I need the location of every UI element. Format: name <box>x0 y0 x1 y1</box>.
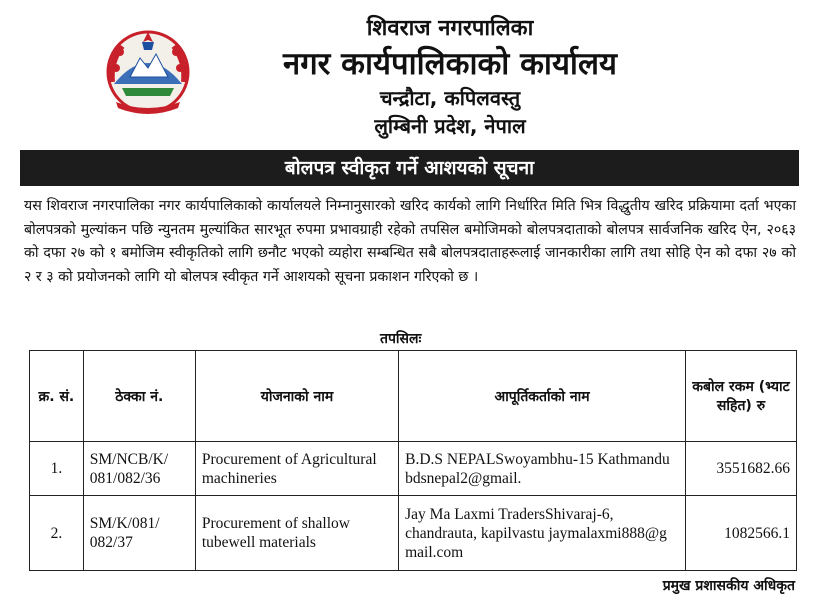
cell-sn: 1. <box>30 442 84 496</box>
notice-title-banner: बोलपत्र स्वीकृत गर्ने आशयको सूचना <box>20 150 799 186</box>
col-amount: कबोल रकम (भ्याट सहित) रु <box>686 351 797 442</box>
notice-body: यस शिवराज नगरपालिका नगर कार्यपालिकाको कार्यालयले निम्नानुसारको खरिद कार्यको लागि निर्धारित मिति भित्र विद्धुतीय खरिद प्रक्रियामा दर्ता भएका बोलपत्रको मुल्यांकन पछि न्युनतम मुल्यांकित सारभूत रुपमा प्रभावग्राही रहेको तपसिल बमोजिमको बोलपत्रदाताको बोलपत्र सार्वजनिक खरिद ऐन, २०६३ को दफा २७ को १ बमोजिम स्वीकृतिको लागि छनौट भएको व्यहोरा सम्बन्धित सबै बोलपत्रदाताहरूलाई जानकारीका लागि तथा सोहि ऐन को दफा २७ को २ र ३ को प्रयोजनको लागि यो बोलपत्र स्वीकृत गर्ने आशयको सूचना प्रकाशन गरिएको छ । <box>24 198 796 285</box>
cell-amount: 1082566.1 <box>686 496 797 571</box>
office-address: चन्द्रौटा, कपिलवस्तु <box>379 86 521 110</box>
table-header-row <box>30 351 797 442</box>
cell-project: Procurement of Agricultural machineries <box>195 442 398 496</box>
letterhead <box>0 0 819 148</box>
table-row <box>30 496 797 571</box>
col-sn: क्र. सं. <box>30 351 84 442</box>
office-name: नगर कार्यपालिकाको कार्यालय <box>283 46 617 82</box>
province-country: लुम्बिनी प्रदेश, नेपाल <box>374 114 526 138</box>
table-row <box>30 442 797 496</box>
municipality-name: शिवराज नगरपालिका <box>366 16 534 41</box>
signatory-title: प्रमुख प्रशासकीय अधिकृत <box>662 578 795 594</box>
col-project: योजनाको नाम <box>195 351 398 442</box>
cell-sn: 2. <box>30 496 84 571</box>
col-supplier: आपूर्तिकर्ताको नाम <box>399 351 686 442</box>
cell-supplier: Jay Ma Laxmi TradersShivaraj-6, chandrauta, kapilvastu jaymalaxmi888@g mail.com <box>399 496 686 571</box>
cell-contract: SM/K/081/ 082/37 <box>83 496 195 571</box>
bid-table <box>29 350 797 571</box>
cell-supplier: B.D.S NEPALSwoyambhu-15 Kathmandu bdsnepal2@gmail. <box>399 442 686 496</box>
cell-project: Procurement of shallow tubewell materials <box>195 496 398 571</box>
cell-amount: 3551682.66 <box>686 442 797 496</box>
schedule-heading: तपसिलः <box>380 331 422 347</box>
cell-contract: SM/NCB/K/ 081/082/36 <box>83 442 195 496</box>
col-contract: ठेक्का नं. <box>83 351 195 442</box>
